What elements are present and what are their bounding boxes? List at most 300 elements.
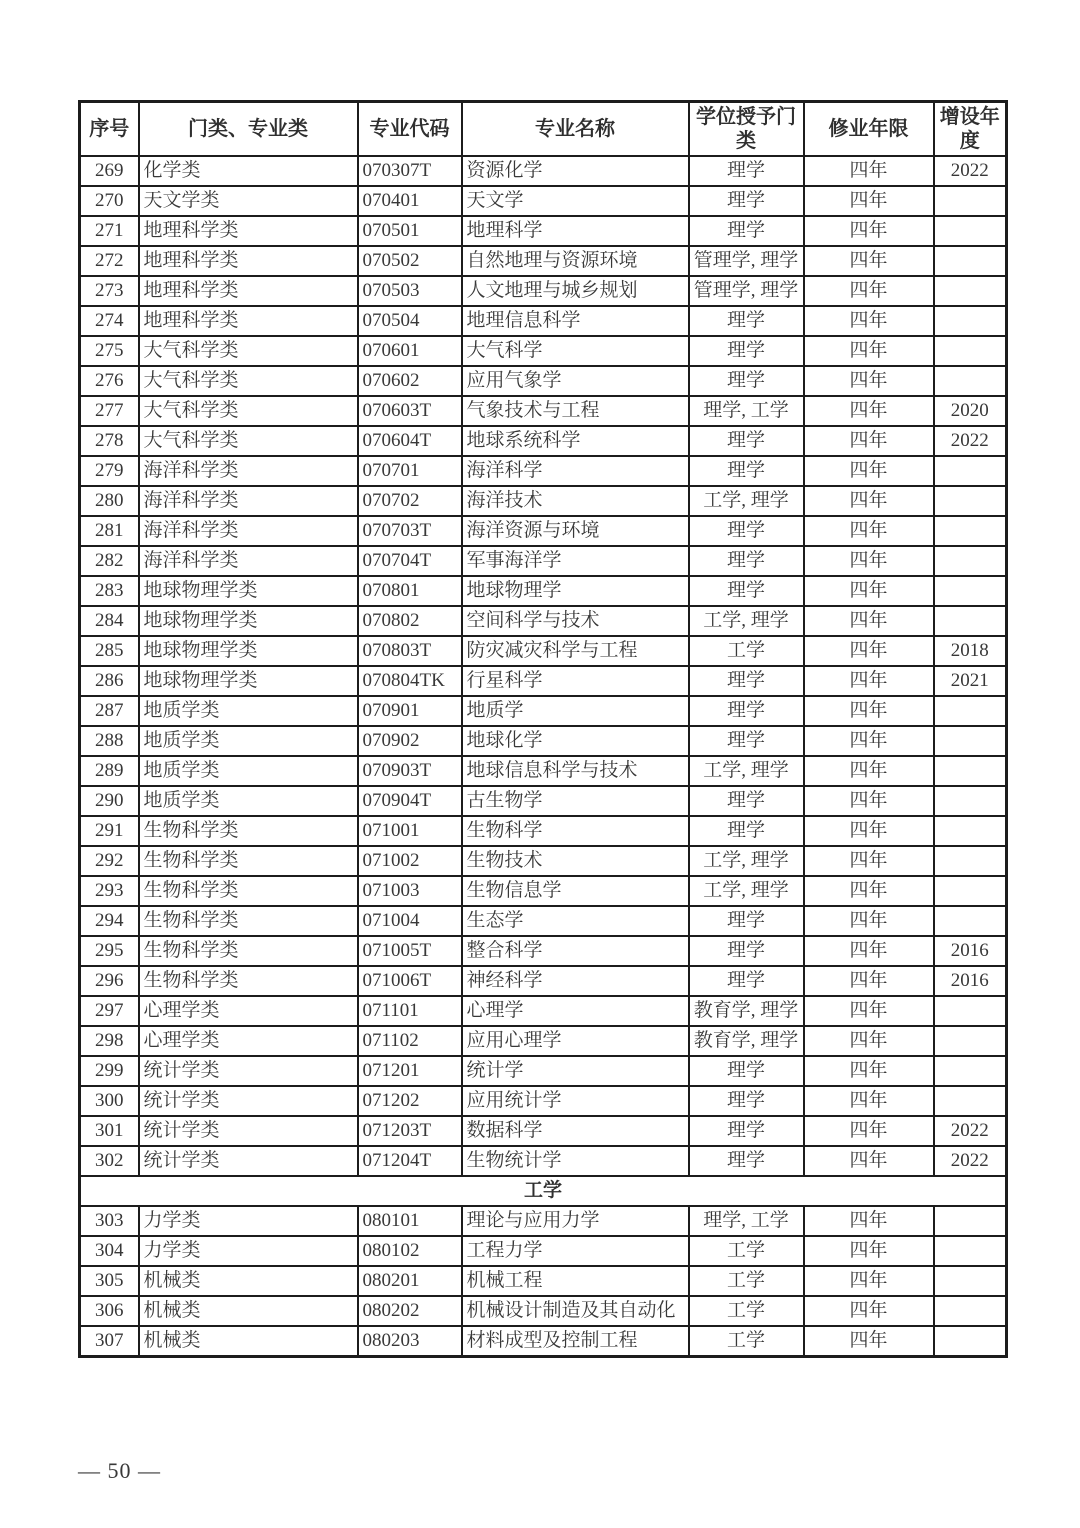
- cell-category: 生物科学类: [139, 966, 358, 996]
- cell-years: 四年: [804, 306, 934, 336]
- cell-code: 070401: [358, 186, 462, 216]
- table-row: [80, 576, 1007, 606]
- cell-name: 生态学: [462, 906, 689, 936]
- cell-no: 299: [80, 1056, 139, 1086]
- cell-category: 大气科学类: [139, 366, 358, 396]
- cell-code: 070803T: [358, 636, 462, 666]
- cell-name: 应用气象学: [462, 366, 689, 396]
- table-row: [80, 786, 1007, 816]
- cell-category: 生物科学类: [139, 936, 358, 966]
- cell-degree: 理学: [689, 306, 804, 336]
- header-degree: 学位授予门类: [689, 102, 804, 157]
- cell-year-added: [934, 1236, 1007, 1266]
- cell-code: 080203: [358, 1326, 462, 1357]
- cell-no: 274: [80, 306, 139, 336]
- cell-no: 293: [80, 876, 139, 906]
- cell-degree: 理学: [689, 336, 804, 366]
- cell-years: 四年: [804, 1296, 934, 1326]
- cell-year-added: 2016: [934, 966, 1007, 996]
- table-row: [80, 186, 1007, 216]
- cell-no: 300: [80, 1086, 139, 1116]
- cell-degree: 教育学, 理学: [689, 1026, 804, 1056]
- cell-name: 工程力学: [462, 1236, 689, 1266]
- header-category: 门类、专业类: [139, 102, 358, 157]
- cell-years: 四年: [804, 366, 934, 396]
- cell-no: 280: [80, 486, 139, 516]
- cell-name: 整合科学: [462, 936, 689, 966]
- table-row: [80, 816, 1007, 846]
- cell-no: 301: [80, 1116, 139, 1146]
- table-body: [80, 156, 1007, 1357]
- table-header: [80, 102, 1007, 157]
- cell-no: 275: [80, 336, 139, 366]
- cell-years: 四年: [804, 816, 934, 846]
- cell-year-added: [934, 276, 1007, 306]
- cell-years: 四年: [804, 906, 934, 936]
- cell-name: 地球信息科学与技术: [462, 756, 689, 786]
- cell-code: 070804TK: [358, 666, 462, 696]
- cell-year-added: 2016: [934, 936, 1007, 966]
- cell-degree: 工学: [689, 636, 804, 666]
- cell-years: 四年: [804, 696, 934, 726]
- cell-years: 四年: [804, 606, 934, 636]
- cell-category: 地理科学类: [139, 306, 358, 336]
- cell-year-added: [934, 696, 1007, 726]
- cell-years: 四年: [804, 216, 934, 246]
- cell-degree: 理学: [689, 216, 804, 246]
- table-row: [80, 606, 1007, 636]
- cell-name: 机械设计制造及其自动化: [462, 1296, 689, 1326]
- cell-years: 四年: [804, 936, 934, 966]
- cell-category: 生物科学类: [139, 846, 358, 876]
- cell-category: 地理科学类: [139, 216, 358, 246]
- cell-code: 071004: [358, 906, 462, 936]
- cell-name: 材料成型及控制工程: [462, 1326, 689, 1357]
- cell-years: 四年: [804, 1086, 934, 1116]
- table-row: [80, 756, 1007, 786]
- cell-name: 自然地理与资源环境: [462, 246, 689, 276]
- cell-code: 070503: [358, 276, 462, 306]
- header-name: 专业名称: [462, 102, 689, 157]
- cell-degree: 理学: [689, 666, 804, 696]
- cell-no: 278: [80, 426, 139, 456]
- cell-years: 四年: [804, 1266, 934, 1296]
- cell-category: 地理科学类: [139, 276, 358, 306]
- cell-code: 070601: [358, 336, 462, 366]
- cell-year-added: [934, 1296, 1007, 1326]
- cell-name: 气象技术与工程: [462, 396, 689, 426]
- cell-name: 地球物理学: [462, 576, 689, 606]
- cell-years: 四年: [804, 1236, 934, 1266]
- cell-no: 273: [80, 276, 139, 306]
- table-row: [80, 546, 1007, 576]
- cell-degree: 理学: [689, 156, 804, 186]
- cell-category: 地球物理学类: [139, 606, 358, 636]
- cell-year-added: 2020: [934, 396, 1007, 426]
- cell-degree: 理学: [689, 696, 804, 726]
- cell-no: 304: [80, 1236, 139, 1266]
- table-row: [80, 1326, 1007, 1357]
- cell-no: 283: [80, 576, 139, 606]
- cell-code: 070504: [358, 306, 462, 336]
- cell-code: 070702: [358, 486, 462, 516]
- cell-code: 070903T: [358, 756, 462, 786]
- section-label: 工学: [80, 1176, 1007, 1206]
- table-row: [80, 696, 1007, 726]
- cell-years: 四年: [804, 186, 934, 216]
- cell-years: 四年: [804, 276, 934, 306]
- cell-no: 297: [80, 996, 139, 1026]
- cell-code: 071003: [358, 876, 462, 906]
- table-row: [80, 846, 1007, 876]
- cell-code: 070603T: [358, 396, 462, 426]
- header-row: [80, 102, 1007, 157]
- cell-no: 298: [80, 1026, 139, 1056]
- cell-category: 生物科学类: [139, 876, 358, 906]
- cell-no: 277: [80, 396, 139, 426]
- table-row: [80, 1116, 1007, 1146]
- cell-category: 心理学类: [139, 996, 358, 1026]
- cell-name: 古生物学: [462, 786, 689, 816]
- cell-code: 080201: [358, 1266, 462, 1296]
- cell-no: 295: [80, 936, 139, 966]
- cell-name: 海洋资源与环境: [462, 516, 689, 546]
- cell-year-added: [934, 456, 1007, 486]
- cell-category: 统计学类: [139, 1116, 358, 1146]
- cell-name: 神经科学: [462, 966, 689, 996]
- cell-degree: 工学, 理学: [689, 756, 804, 786]
- cell-year-added: 2022: [934, 1116, 1007, 1146]
- cell-name: 统计学: [462, 1056, 689, 1086]
- cell-code: 070901: [358, 696, 462, 726]
- cell-code: 070701: [358, 456, 462, 486]
- cell-years: 四年: [804, 876, 934, 906]
- cell-year-added: 2022: [934, 1146, 1007, 1176]
- table-row: [80, 1296, 1007, 1326]
- cell-degree: 理学: [689, 786, 804, 816]
- cell-degree: 理学: [689, 546, 804, 576]
- table-row: [80, 726, 1007, 756]
- cell-category: 海洋科学类: [139, 516, 358, 546]
- cell-year-added: [934, 816, 1007, 846]
- cell-code: 071102: [358, 1026, 462, 1056]
- cell-no: 292: [80, 846, 139, 876]
- cell-category: 大气科学类: [139, 396, 358, 426]
- cell-category: 地球物理学类: [139, 636, 358, 666]
- table-row: [80, 906, 1007, 936]
- table-row: [80, 306, 1007, 336]
- cell-no: 276: [80, 366, 139, 396]
- page-number: — 50 —: [78, 1458, 161, 1483]
- cell-year-added: [934, 846, 1007, 876]
- cell-name: 地理信息科学: [462, 306, 689, 336]
- cell-year-added: [934, 1026, 1007, 1056]
- cell-no: 270: [80, 186, 139, 216]
- cell-code: 071002: [358, 846, 462, 876]
- cell-category: 海洋科学类: [139, 546, 358, 576]
- cell-degree: 理学: [689, 1056, 804, 1086]
- cell-no: 287: [80, 696, 139, 726]
- cell-no: 288: [80, 726, 139, 756]
- table-row: [80, 246, 1007, 276]
- cell-year-added: [934, 1056, 1007, 1086]
- cell-name: 地球化学: [462, 726, 689, 756]
- cell-code: 071001: [358, 816, 462, 846]
- table-row: [80, 456, 1007, 486]
- cell-degree: 理学: [689, 1146, 804, 1176]
- cell-code: 070704T: [358, 546, 462, 576]
- cell-year-added: [934, 306, 1007, 336]
- cell-year-added: 2022: [934, 426, 1007, 456]
- cell-name: 军事海洋学: [462, 546, 689, 576]
- cell-name: 生物统计学: [462, 1146, 689, 1176]
- cell-category: 地球物理学类: [139, 666, 358, 696]
- cell-category: 大气科学类: [139, 336, 358, 366]
- cell-years: 四年: [804, 516, 934, 546]
- cell-degree: 工学: [689, 1326, 804, 1357]
- cell-years: 四年: [804, 576, 934, 606]
- cell-years: 四年: [804, 336, 934, 366]
- cell-category: 大气科学类: [139, 426, 358, 456]
- cell-year-added: [934, 486, 1007, 516]
- table-row: [80, 276, 1007, 306]
- cell-category: 海洋科学类: [139, 456, 358, 486]
- cell-years: 四年: [804, 426, 934, 456]
- cell-code: 070801: [358, 576, 462, 606]
- cell-degree: 教育学, 理学: [689, 996, 804, 1026]
- cell-name: 生物科学: [462, 816, 689, 846]
- cell-year-added: [934, 186, 1007, 216]
- cell-degree: 理学: [689, 426, 804, 456]
- table-row: [80, 966, 1007, 996]
- cell-year-added: 2021: [934, 666, 1007, 696]
- cell-code: 070902: [358, 726, 462, 756]
- cell-no: 296: [80, 966, 139, 996]
- cell-no: 281: [80, 516, 139, 546]
- cell-years: 四年: [804, 546, 934, 576]
- table-row: [80, 936, 1007, 966]
- cell-degree: 理学: [689, 936, 804, 966]
- cell-name: 心理学: [462, 996, 689, 1026]
- cell-code: 071101: [358, 996, 462, 1026]
- cell-code: 070703T: [358, 516, 462, 546]
- cell-category: 机械类: [139, 1296, 358, 1326]
- cell-code: 071203T: [358, 1116, 462, 1146]
- cell-degree: 工学: [689, 1266, 804, 1296]
- cell-no: 282: [80, 546, 139, 576]
- cell-degree: 理学: [689, 1116, 804, 1146]
- cell-name: 天文学: [462, 186, 689, 216]
- cell-years: 四年: [804, 1206, 934, 1236]
- cell-no: 269: [80, 156, 139, 186]
- table-row: [80, 1056, 1007, 1086]
- cell-years: 四年: [804, 786, 934, 816]
- cell-name: 生物技术: [462, 846, 689, 876]
- header-code: 专业代码: [358, 102, 462, 157]
- cell-name: 空间科学与技术: [462, 606, 689, 636]
- cell-years: 四年: [804, 966, 934, 996]
- cell-code: 070604T: [358, 426, 462, 456]
- cell-code: 070502: [358, 246, 462, 276]
- cell-degree: 理学: [689, 906, 804, 936]
- cell-years: 四年: [804, 1146, 934, 1176]
- cell-degree: 理学: [689, 1086, 804, 1116]
- cell-degree: 管理学, 理学: [689, 276, 804, 306]
- header-year-added: 增设年度: [934, 102, 1007, 157]
- cell-category: 机械类: [139, 1266, 358, 1296]
- cell-year-added: [934, 1266, 1007, 1296]
- cell-category: 生物科学类: [139, 816, 358, 846]
- cell-degree: 理学, 工学: [689, 396, 804, 426]
- cell-years: 四年: [804, 1326, 934, 1357]
- cell-category: 心理学类: [139, 1026, 358, 1056]
- table-row: [80, 516, 1007, 546]
- section-row: [80, 1176, 1007, 1206]
- cell-code: 070802: [358, 606, 462, 636]
- cell-category: 统计学类: [139, 1086, 358, 1116]
- cell-years: 四年: [804, 1116, 934, 1146]
- table-row: [80, 1206, 1007, 1236]
- cell-degree: 理学: [689, 366, 804, 396]
- cell-category: 力学类: [139, 1236, 358, 1266]
- table-row: [80, 486, 1007, 516]
- cell-no: 302: [80, 1146, 139, 1176]
- cell-no: 291: [80, 816, 139, 846]
- header-years: 修业年限: [804, 102, 934, 157]
- cell-no: 294: [80, 906, 139, 936]
- cell-code: 071006T: [358, 966, 462, 996]
- cell-year-added: 2022: [934, 156, 1007, 186]
- cell-name: 大气科学: [462, 336, 689, 366]
- table-row: [80, 636, 1007, 666]
- cell-degree: 工学, 理学: [689, 486, 804, 516]
- cell-year-added: [934, 1326, 1007, 1357]
- cell-year-added: [934, 996, 1007, 1026]
- cell-category: 统计学类: [139, 1056, 358, 1086]
- cell-degree: 工学: [689, 1236, 804, 1266]
- cell-name: 地球系统科学: [462, 426, 689, 456]
- cell-degree: 工学, 理学: [689, 606, 804, 636]
- cell-category: 机械类: [139, 1326, 358, 1357]
- cell-degree: 工学, 理学: [689, 846, 804, 876]
- cell-name: 理论与应用力学: [462, 1206, 689, 1236]
- cell-code: 071201: [358, 1056, 462, 1086]
- cell-category: 地理科学类: [139, 246, 358, 276]
- cell-no: 285: [80, 636, 139, 666]
- cell-category: 地球物理学类: [139, 576, 358, 606]
- cell-name: 防灾减灾科学与工程: [462, 636, 689, 666]
- cell-year-added: [934, 576, 1007, 606]
- cell-years: 四年: [804, 456, 934, 486]
- cell-no: 307: [80, 1326, 139, 1357]
- cell-year-added: [934, 726, 1007, 756]
- cell-years: 四年: [804, 756, 934, 786]
- cell-code: 070307T: [358, 156, 462, 186]
- table-row: [80, 666, 1007, 696]
- cell-category: 地质学类: [139, 756, 358, 786]
- cell-year-added: [934, 786, 1007, 816]
- cell-no: 306: [80, 1296, 139, 1326]
- cell-name: 海洋科学: [462, 456, 689, 486]
- cell-degree: 工学: [689, 1296, 804, 1326]
- cell-year-added: [934, 516, 1007, 546]
- cell-year-added: [934, 1086, 1007, 1116]
- cell-years: 四年: [804, 246, 934, 276]
- cell-degree: 工学, 理学: [689, 876, 804, 906]
- cell-degree: 理学: [689, 816, 804, 846]
- table-row: [80, 1236, 1007, 1266]
- cell-years: 四年: [804, 1026, 934, 1056]
- table-row: [80, 336, 1007, 366]
- cell-years: 四年: [804, 846, 934, 876]
- cell-years: 四年: [804, 726, 934, 756]
- cell-year-added: [934, 246, 1007, 276]
- cell-code: 071005T: [358, 936, 462, 966]
- cell-years: 四年: [804, 486, 934, 516]
- cell-no: 272: [80, 246, 139, 276]
- cell-year-added: [934, 756, 1007, 786]
- cell-category: 统计学类: [139, 1146, 358, 1176]
- cell-category: 地质学类: [139, 786, 358, 816]
- cell-degree: 理学: [689, 966, 804, 996]
- cell-category: 生物科学类: [139, 906, 358, 936]
- cell-year-added: [934, 336, 1007, 366]
- cell-code: 080202: [358, 1296, 462, 1326]
- table-row: [80, 1146, 1007, 1176]
- table-row: [80, 396, 1007, 426]
- table-row: [80, 996, 1007, 1026]
- cell-year-added: 2018: [934, 636, 1007, 666]
- cell-code: 070501: [358, 216, 462, 246]
- table-row: [80, 366, 1007, 396]
- table-row: [80, 876, 1007, 906]
- table-row: [80, 426, 1007, 456]
- cell-name: 数据科学: [462, 1116, 689, 1146]
- cell-code: 080101: [358, 1206, 462, 1236]
- cell-category: 天文学类: [139, 186, 358, 216]
- cell-no: 303: [80, 1206, 139, 1236]
- cell-name: 机械工程: [462, 1266, 689, 1296]
- cell-years: 四年: [804, 666, 934, 696]
- cell-no: 279: [80, 456, 139, 486]
- cell-name: 地质学: [462, 696, 689, 726]
- cell-years: 四年: [804, 1056, 934, 1086]
- cell-degree: 理学: [689, 726, 804, 756]
- majors-table: [78, 100, 1008, 1358]
- cell-code: 080102: [358, 1236, 462, 1266]
- cell-category: 地质学类: [139, 726, 358, 756]
- cell-degree: 管理学, 理学: [689, 246, 804, 276]
- header-no: 序号: [80, 102, 139, 157]
- table-row: [80, 216, 1007, 246]
- cell-no: 286: [80, 666, 139, 696]
- cell-name: 行星科学: [462, 666, 689, 696]
- cell-years: 四年: [804, 636, 934, 666]
- cell-name: 生物信息学: [462, 876, 689, 906]
- cell-no: 305: [80, 1266, 139, 1296]
- cell-no: 284: [80, 606, 139, 636]
- cell-year-added: [934, 606, 1007, 636]
- cell-years: 四年: [804, 396, 934, 426]
- cell-code: 071204T: [358, 1146, 462, 1176]
- table-row: [80, 1026, 1007, 1056]
- cell-year-added: [934, 876, 1007, 906]
- table-row: [80, 1266, 1007, 1296]
- cell-degree: 理学: [689, 516, 804, 546]
- table-row: [80, 156, 1007, 186]
- cell-year-added: [934, 1206, 1007, 1236]
- cell-name: 海洋技术: [462, 486, 689, 516]
